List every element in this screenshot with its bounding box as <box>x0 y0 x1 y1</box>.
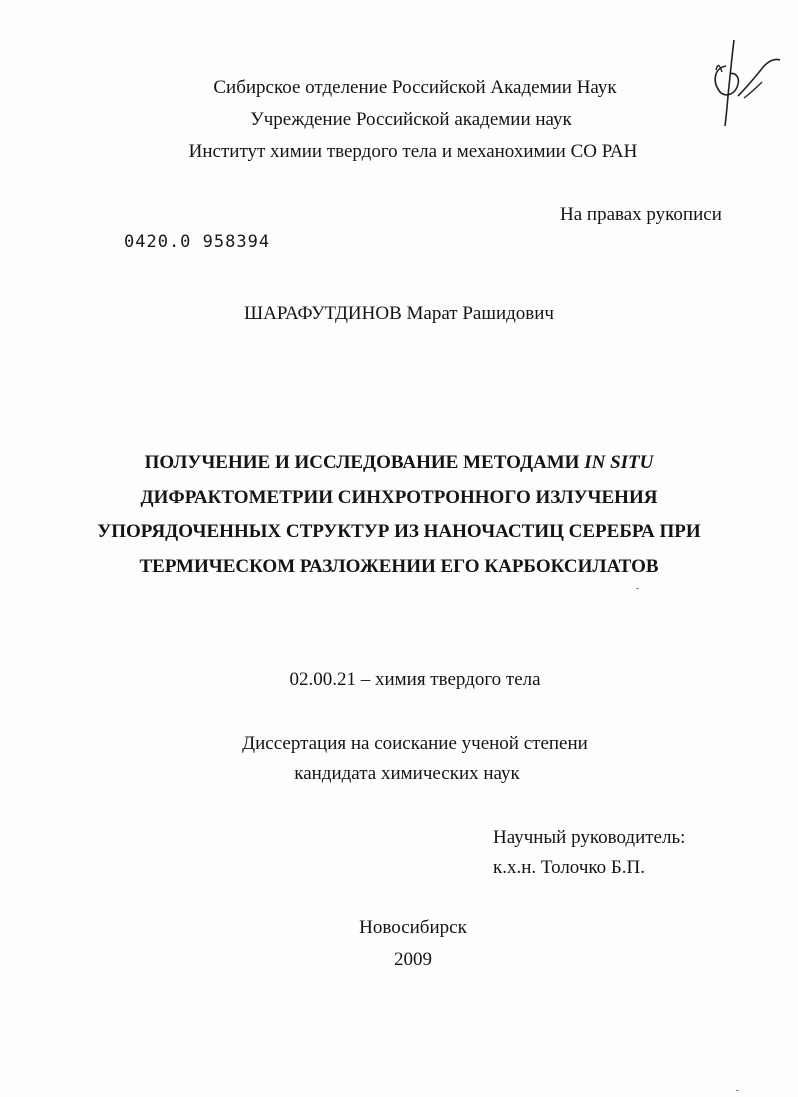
place: Новосибирск <box>359 917 467 938</box>
scan-speck <box>636 588 639 589</box>
rights-note: На правах рукописи <box>560 204 722 225</box>
title-line-2: ДИФРАКТОМЕТРИИ СИНХРОТРОННОГО ИЗЛУЧЕНИЯ <box>140 486 658 508</box>
header-org-line-1: Сибирское отделение Российской Академии Наук <box>213 77 617 98</box>
supervisor-name: к.х.н. Толочко Б.П. <box>493 857 646 878</box>
specialty-code: 02.00.21 – химия твердого тела <box>289 669 541 690</box>
header-org-line-3: Институт химии твердого тела и механохимии СО РАН <box>188 141 638 162</box>
title-line-3: УПОРЯДОЧЕННЫХ СТРУКТУР ИЗ НАНОЧАСТИЦ СЕРЕБРА ПРИ <box>97 521 701 542</box>
dissertation-title <box>0 446 798 584</box>
dissertation-type-line-2: кандидата химических наук <box>294 763 520 784</box>
header-org-line-2: Учреждение Российской академии наук <box>250 109 572 130</box>
author-name: ШАРАФУТДИНОВ Марат Рашидович <box>243 303 554 324</box>
title-in-situ: IN SITU <box>584 452 654 473</box>
dissertation-type-line-1: Диссертация на соискание ученой степени <box>242 733 588 754</box>
title-line-4: ТЕРМИЧЕСКОМ РАЗЛОЖЕНИИ ЕГО КАРБОКСИЛАТОВ <box>139 555 659 577</box>
scan-speck <box>736 1090 739 1091</box>
year: 2009 <box>394 949 432 970</box>
supervisor-label: Научный руководитель: <box>493 827 686 848</box>
registry-code: 0420.0 958394 <box>124 232 271 252</box>
title-line-1 <box>0 446 798 481</box>
title-line-1-prefix: ПОЛУЧЕНИЕ И ИССЛЕДОВАНИЕ МЕТОДАМИ <box>144 452 585 473</box>
